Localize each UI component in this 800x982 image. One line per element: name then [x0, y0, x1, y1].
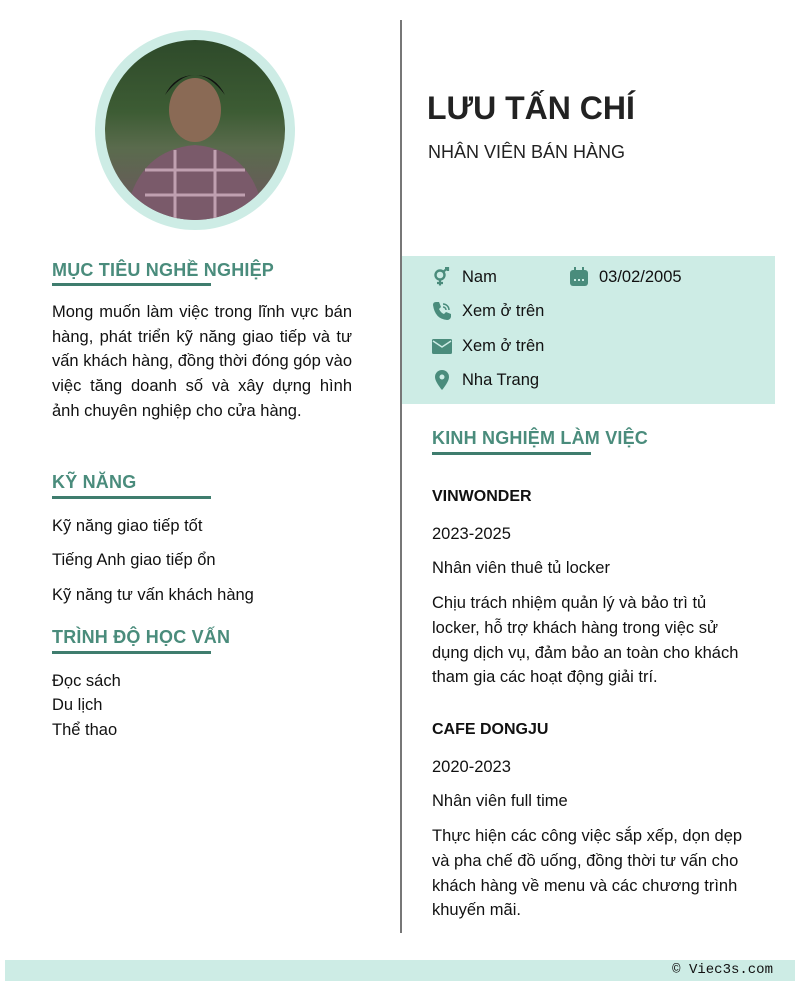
job-description: Thực hiện các công việc sắp xếp, dọn dẹp và pha chế đồ uống, đồng thời tư vấn cho khách hàng về menu và các chương trình khuyến mãi.: [432, 827, 743, 920]
contact-email: [432, 336, 544, 356]
company-name: VINWONDER: [432, 488, 532, 505]
experience-item: [432, 485, 757, 690]
experience-item: [432, 718, 757, 923]
objective-underline: [52, 283, 211, 286]
email-icon: [432, 336, 452, 356]
contact-location: [432, 370, 539, 390]
phone-value: Xem ở trên: [462, 301, 545, 320]
skill-item: Kỹ năng giao tiếp tốt: [52, 517, 203, 535]
phone-icon: [432, 301, 452, 321]
job-period: 2023-2025: [432, 524, 511, 543]
calendar-icon: [569, 267, 589, 287]
job-period: 2020-2023: [432, 757, 511, 776]
education-item: Thể thao: [52, 721, 118, 739]
experience-title: KINH NGHIỆM LÀM VIỆC: [432, 428, 649, 448]
education-item: Đọc sách: [52, 672, 121, 690]
contact-gender: [432, 267, 497, 287]
column-divider: [400, 20, 402, 933]
skill-item: Tiếng Anh giao tiếp ổn: [52, 551, 216, 569]
job-description: Chịu trách nhiệm quản lý và bảo trì tủ locker, hỗ trợ khách hàng trong việc sử dụng dịch vụ, đảm bảo an toàn cho khách tham gia các hoạt động giải trí.: [432, 594, 739, 687]
objective-title: MỤC TIÊU NGHỀ NGHIỆP: [52, 260, 275, 280]
education-underline: [52, 651, 211, 654]
avatar: [105, 40, 285, 220]
birthday-value: 03/02/2005: [599, 267, 682, 286]
contact-birthday: [569, 267, 682, 287]
gender-icon: [432, 267, 452, 287]
footer: [5, 960, 795, 981]
skills-title: KỸ NĂNG: [52, 472, 137, 492]
location-value: Nha Trang: [462, 370, 540, 389]
contact-panel: [402, 256, 775, 404]
email-value: Xem ở trên: [462, 336, 545, 355]
company-name: CAFE DONGJU: [432, 721, 549, 738]
location-pin-icon: [432, 370, 452, 390]
gender-value: Nam: [462, 267, 497, 286]
skill-item: Kỹ năng tư vấn khách hàng: [52, 586, 254, 604]
skills-underline: [52, 496, 211, 499]
experience-underline: [432, 452, 591, 455]
job-position: Nhân viên full time: [432, 792, 568, 811]
job-title: NHÂN VIÊN BÁN HÀNG: [428, 142, 626, 162]
education-title: TRÌNH ĐỘ HỌC VẤN: [52, 627, 231, 647]
job-position: Nhân viên thuê tủ locker: [432, 559, 610, 578]
contact-phone: [432, 301, 544, 321]
objective-text: Mong muốn làm việc trong lĩnh vực bán hàng, phát triển kỹ năng giao tiếp và tư vấn khách hàng, đồng thời đóng góp vào việc tăng doanh số và xây dựng hình ảnh chuyên nghiệp cho cửa hàng.: [52, 303, 352, 420]
footer-copyright: © Viec3s.com: [672, 962, 773, 978]
education-item: Du lịch: [52, 696, 103, 714]
candidate-name: LƯU TẤN CHÍ: [427, 90, 635, 126]
